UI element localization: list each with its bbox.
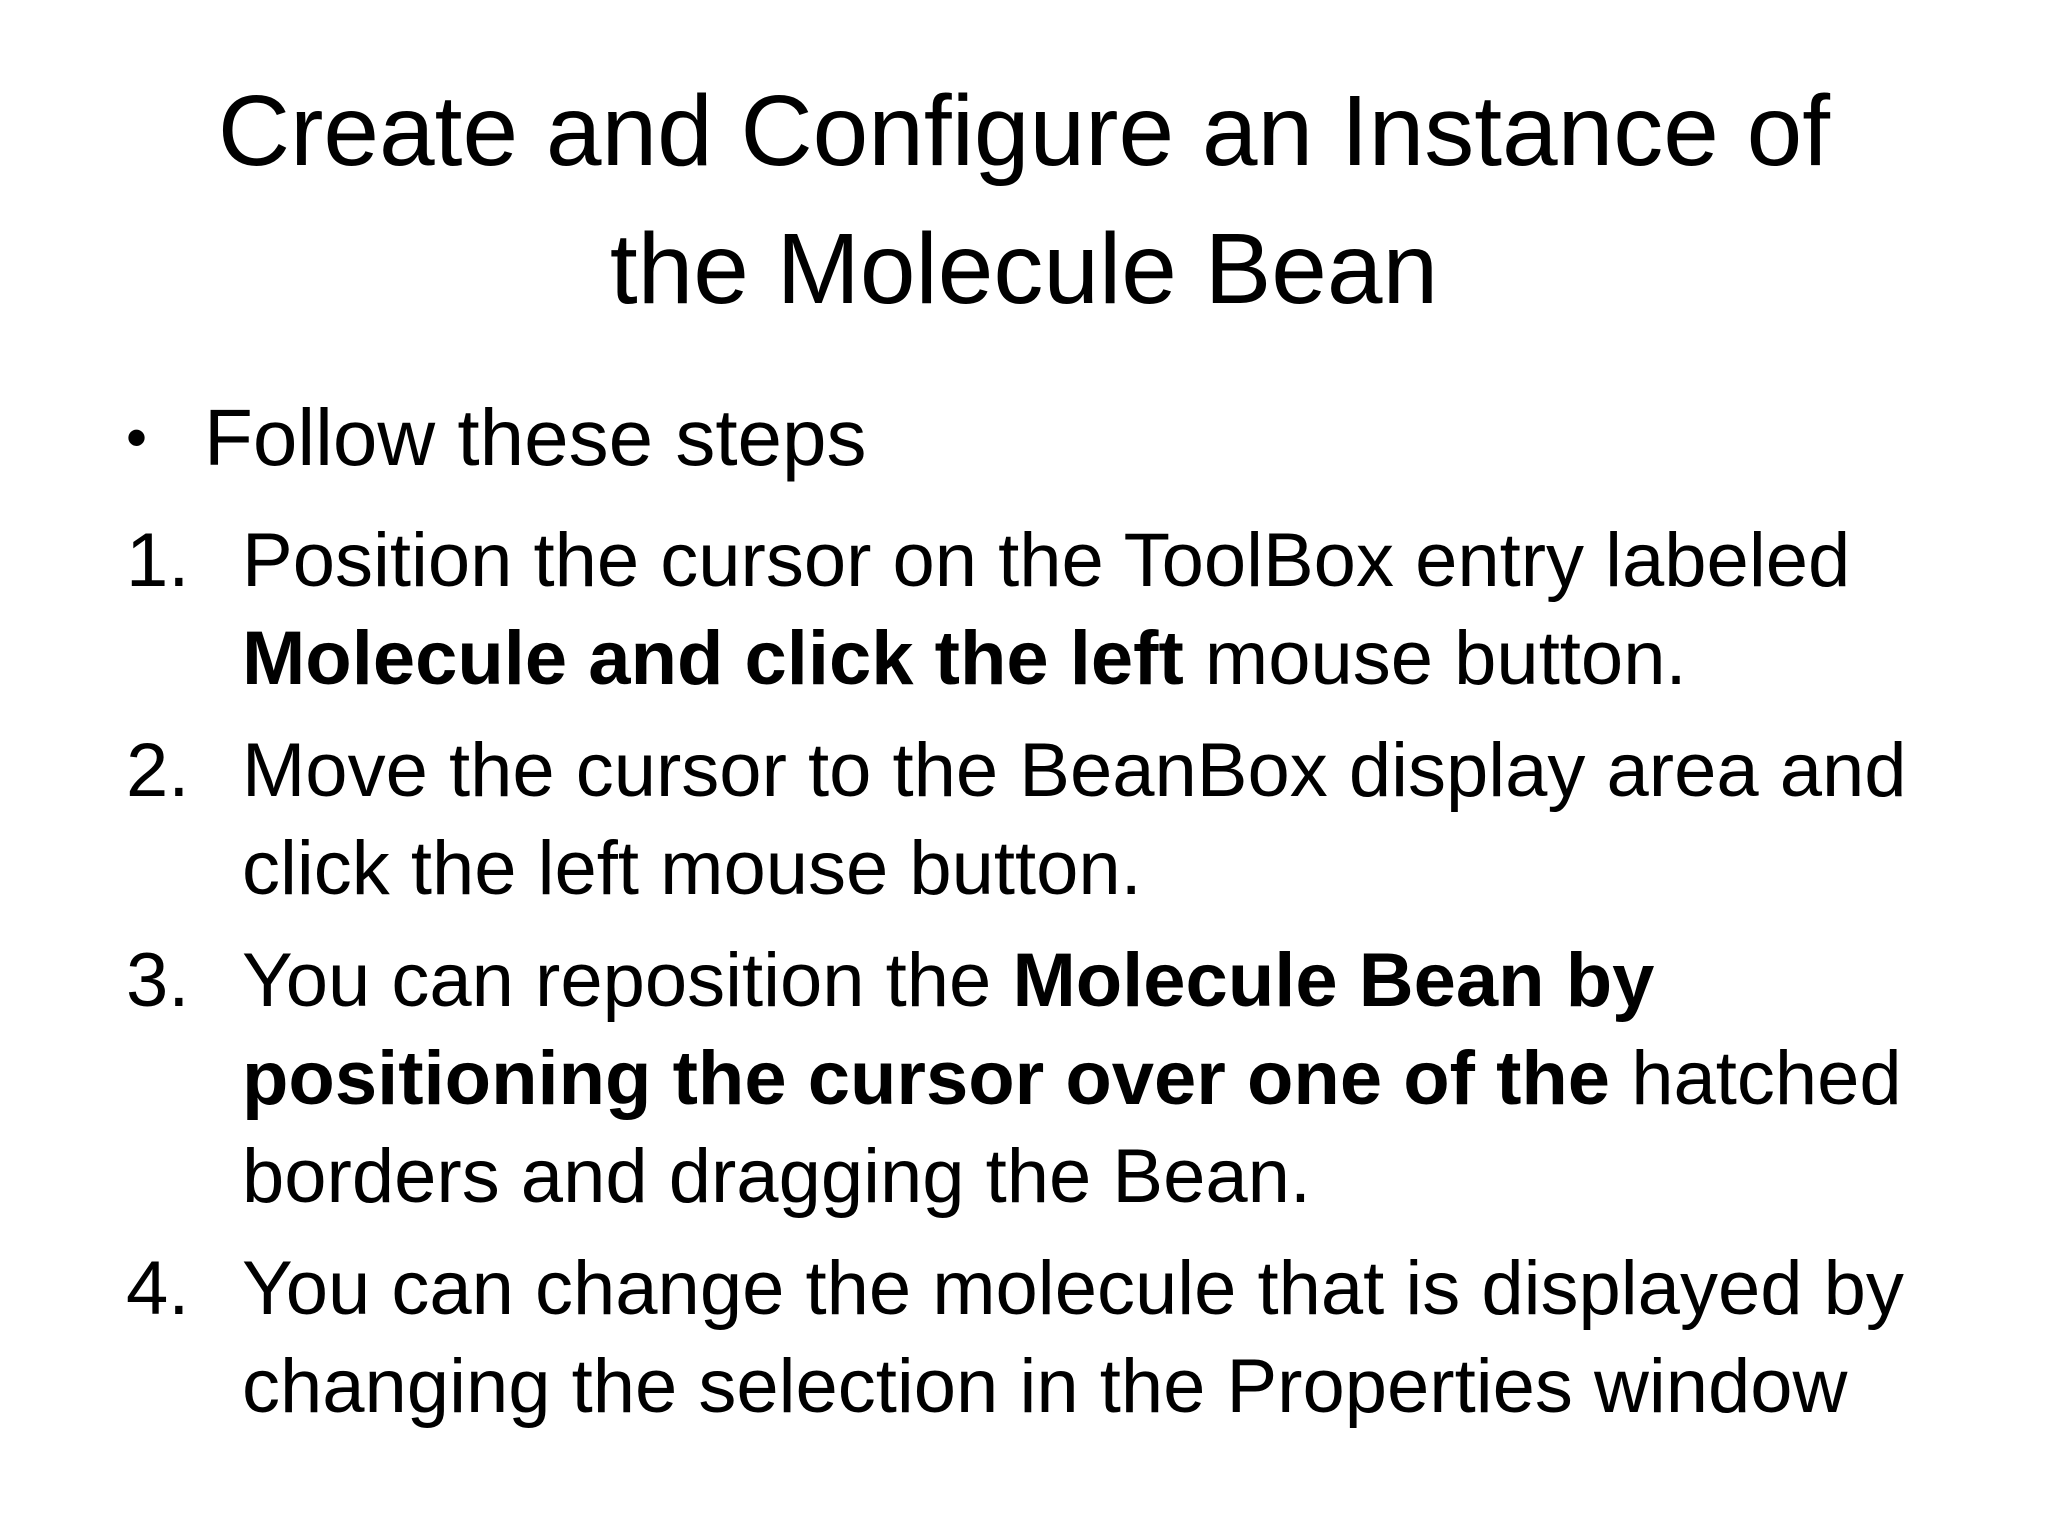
step-text	[242, 512, 1946, 708]
step-text-bold-part: Molecule Bean by positioning the cursor over one of the	[242, 938, 1655, 1121]
steps-list	[126, 512, 1946, 1450]
step-text-part: mouse button.	[1183, 616, 1687, 701]
bullet-dot-icon: •	[126, 404, 148, 471]
step-number: 4.	[126, 1246, 190, 1331]
step-text-part: Position the cursor on the ToolBox entry labeled	[242, 518, 1851, 603]
step-text	[242, 722, 1946, 918]
step-number: 3.	[126, 938, 190, 1023]
slide-title-line-1: Create and Configure an Instance of	[217, 75, 1831, 187]
step-item	[126, 512, 1946, 708]
slide-title	[120, 62, 1928, 338]
step-text-part: Move the cursor to the BeanBox display area and click the left mouse button.	[242, 728, 1907, 911]
step-text-part: You can reposition the	[242, 938, 1013, 1023]
step-item	[126, 1240, 1946, 1436]
intro-bullet	[126, 388, 867, 488]
step-number: 1.	[126, 518, 190, 603]
step-text-part: hatched borders and dragging the Bean.	[242, 1036, 1902, 1219]
step-item	[126, 932, 1946, 1226]
step-text-part: You can change the molecule that is displayed by changing the selection in the Properties window	[242, 1246, 1904, 1429]
step-text-bold-part: Molecule and click the left	[242, 616, 1184, 701]
step-item	[126, 722, 1946, 918]
step-text	[242, 932, 1946, 1226]
step-text	[242, 1240, 1946, 1436]
step-number: 2.	[126, 728, 190, 813]
intro-bullet-text: Follow these steps	[204, 393, 867, 482]
slide-title-line-2: the Molecule Bean	[609, 213, 1439, 325]
